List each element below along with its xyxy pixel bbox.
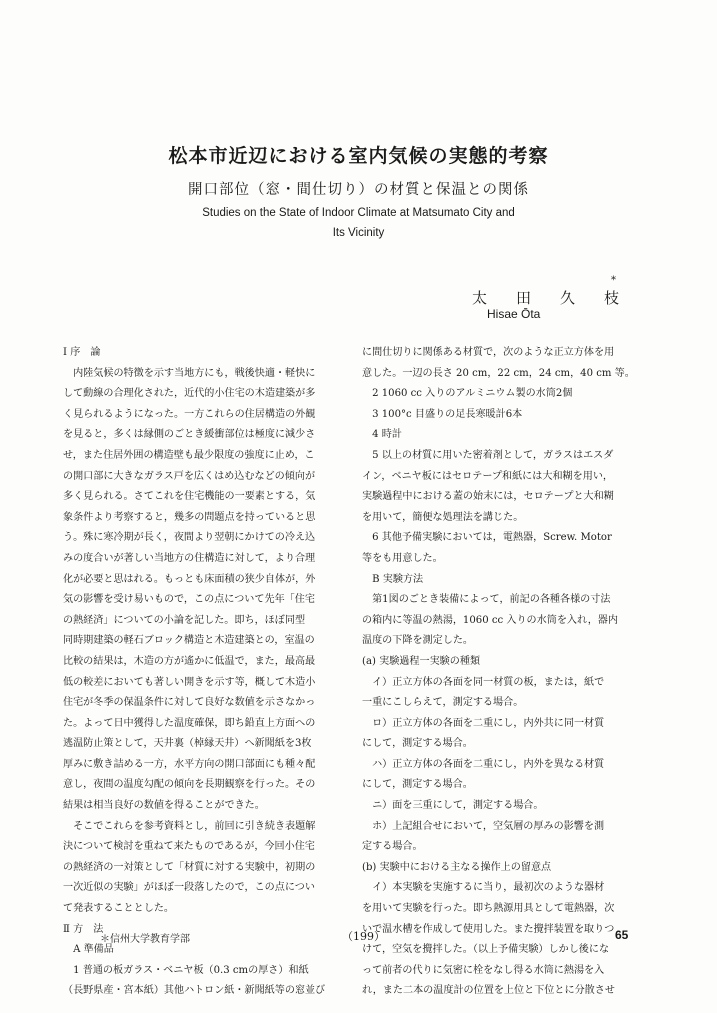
text-line: の熱経済の一対策として「材質に対する実験中，初期の xyxy=(63,861,316,873)
text-line: Ⅱ 方 法 xyxy=(63,923,104,935)
text-line: 温度の下降を測定した。 xyxy=(362,635,474,647)
text-line: を見ると，多くは縁側のごとき緩衝部位は極度に減少さ xyxy=(63,429,316,441)
text-line: せ，また住居外囲の構造壁も最少限度の強度に止め，こ xyxy=(63,449,315,461)
text-line: 化が必要と思はれる。もっとも床面積の狭少自体が，外 xyxy=(63,573,316,585)
text-line: B 実験方法 xyxy=(362,573,424,585)
footer-volume-page: （199） xyxy=(342,930,385,943)
text-line: 内陸気候の特徴を示す当地方にも，戦後快適・軽快に xyxy=(63,367,316,379)
text-line: の開口部に大きなガラス戸を広くはめ込むなどの傾向が xyxy=(63,470,316,482)
text-line: A 準備品 xyxy=(63,944,114,956)
text-line: 比較の結果は，木造の方が遙かに低温で，また，最高最 xyxy=(63,655,316,667)
text-line: を用いて実験を行った。即ち熱源用具として電熱器，次 xyxy=(362,903,615,915)
text-line: して動線の合理化された，近代的小住宅の木造建築が多 xyxy=(63,388,316,400)
text-line: 逃温防止策として，天井裏（棹縁天井）へ新聞紙を3枚 xyxy=(63,738,312,750)
text-line: 一重にこしらえて，測定する場合。 xyxy=(362,697,524,709)
text-line: 決について検討を重ねて来たものであるが，今回小住宅 xyxy=(63,841,315,853)
text-line: く見られるようになった。一方これらの住居構造の外観 xyxy=(63,408,316,420)
author-name-japanese: 太田久枝 xyxy=(472,289,649,307)
page-subtitle: 開口部位（窓・間仕切り）の材質と保温との関係 xyxy=(188,182,529,198)
text-line: う。殊に寒冷期が長く，夜間より翌朝にかけての冷え込 xyxy=(63,532,316,544)
text-line: 多く見られる。さてこれを住宅機能の一要素とする，気 xyxy=(63,491,316,503)
text-line: そこでこれらを参考資料とし，前回に引き続き表題解 xyxy=(63,820,316,832)
page-title: 松本市近辺における室内気候の実態的考察 xyxy=(168,145,549,167)
text-line: 1 普通の板ガラス・ベニヤ板（0.3 cmの厚さ）和紙 xyxy=(63,964,309,976)
text-line: ホ）上記組合せにおいて，空気層の厚みの影響を測 xyxy=(362,820,605,832)
text-line: 第1図のごとき装備によって，前記の各種各様の寸法 xyxy=(362,594,611,606)
text-line: 5 以上の材質に用いた密着剤として，ガラスはエスダ xyxy=(362,449,614,461)
text-line: イ）正立方体の各面を同一材質の板，または，紙で xyxy=(362,676,605,688)
text-line: ロ）正立方体の各面を二重にし，内外共に同一材質 xyxy=(362,717,605,729)
text-line: 定する場合。 xyxy=(362,841,423,853)
text-line: 結果は相当良好の数値を得ることができた。 xyxy=(63,800,265,812)
author-name-english: Hisae Ōta xyxy=(487,307,541,321)
author-footnote-marker: * xyxy=(611,275,616,286)
text-line: 4 時計 xyxy=(362,429,402,441)
text-line: 同時期建築の軽石ブロック構造と木造建築との，室温の xyxy=(63,635,315,647)
text-line: けて，空気を攪拌した。（以上予備実験）しかし後にな xyxy=(362,944,610,956)
text-line: 2 1060 cc 入りのアルミニウム製の水筒2個 xyxy=(362,388,573,400)
text-line: イン，ベニヤ板にはセロテープ和紙には大和糊を用い， xyxy=(362,470,614,482)
text-line: 6 其他予備実験においては，電熱器，Screw. Motor xyxy=(362,532,612,544)
text-line: 意し，夜間の温度勾配の傾向を長期観察を行った。その xyxy=(63,779,316,791)
text-line: みの度合いが著しい当地方の住構造に対して，より合理 xyxy=(63,552,316,564)
text-line: 一次近似の実験」がほぼ一段落したので，この点につい xyxy=(63,882,315,894)
text-line: ニ）面を三重にして，測定する場合。 xyxy=(362,800,544,812)
text-line: Ⅰ 序 論 xyxy=(63,347,101,358)
text-line: って前者の代りに気密に栓をなし得る水筒に熱湯を入 xyxy=(362,964,605,976)
text-line: 実験過程中における蓋の始末には，セロテープと大和糊 xyxy=(362,491,614,503)
left-text-column xyxy=(63,343,355,1002)
text-line: 気の影響を受け易いもので，この点について先年「住宅 xyxy=(63,594,315,606)
text-line: に間仕切りに関係ある材質で，次のような正立方体を用 xyxy=(362,347,615,358)
text-line: （長野県産・宮本紙）其他ハトロン紙・新聞紙等の窓並び xyxy=(63,985,326,997)
text-line: ハ）正立方体の各面を二重にし，内外を異なる材質 xyxy=(362,758,605,770)
text-line: 等をも用意した。 xyxy=(362,552,443,564)
text-line: 意した。一辺の長さ 20 cm，22 cm，24 cm，40 cm 等。 xyxy=(362,367,635,379)
text-line: (b) 実験中における主なる操作上の留意点 xyxy=(362,861,552,873)
text-line: れ，また二本の温度計の位置を上位と下位とに分散させ xyxy=(362,985,615,997)
text-line: 象条件より考察すると，幾多の問題点を持っていると思 xyxy=(63,511,316,523)
english-title-line-2: Its Vicinity xyxy=(332,227,385,239)
text-line: イ）本実験を実施するに当り，最初次のような器材 xyxy=(362,882,605,894)
text-line: た。よって日中獲得した温度確保，即ち鉛直上方面への xyxy=(63,717,316,729)
text-line: にして，測定する場合。 xyxy=(362,779,473,791)
text-line: を用いて，簡便な処理法を講じた。 xyxy=(362,511,524,523)
text-line: にして，測定する場合。 xyxy=(362,738,473,750)
page-number: 65 xyxy=(615,928,629,942)
text-line: 3 100°c 目盛りの足長寒暖計6本 xyxy=(362,408,523,420)
text-line: の箱内に等温の熱湯，1060 cc 入りの水筒を入れ，器内 xyxy=(362,614,618,626)
text-line: 住宅が冬季の保温条件に対して良好な数値を示さなかっ xyxy=(63,697,316,709)
english-title-line-1: Studies on the State of Indoor Climate at Matsumato City and xyxy=(202,207,515,219)
text-line: いで温水槽を作成して使用した。また攪拌装置を取りつ xyxy=(362,923,615,935)
text-line: (a) 実験過程一実験の種類 xyxy=(362,655,481,667)
text-line: 低の較差においても著しい開きを示す等，概して木造小 xyxy=(63,676,316,688)
right-text-column xyxy=(362,343,654,1002)
text-line: の熱経済」についての小論を記した。即ち，ほぼ同型 xyxy=(63,614,306,626)
text-line: て発表することとした。 xyxy=(63,903,175,915)
footer-affiliation-note: ＊信州大学教育学部 xyxy=(100,934,190,945)
text-line: 厚みに敷き詰める一方，水平方向の開口部面にも種々配 xyxy=(63,758,316,770)
